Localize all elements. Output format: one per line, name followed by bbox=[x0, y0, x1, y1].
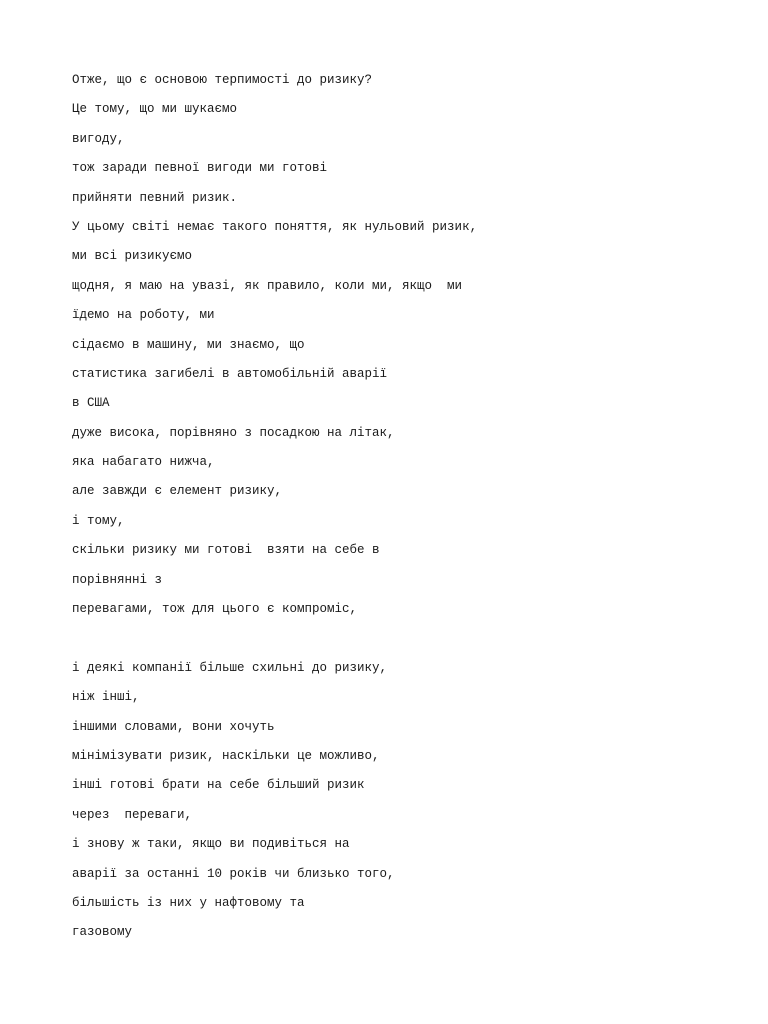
text-line: сідаємо в машину, ми знаємо, що bbox=[72, 337, 305, 352]
text-line: але завжди є елемент ризику, bbox=[72, 484, 283, 499]
text-line: щодня, я маю на увазі, як правило, коли ми, якщо ми bbox=[72, 278, 463, 293]
blank-line bbox=[72, 624, 712, 653]
text-line: Отже, що є основою терпимості до ризику? bbox=[72, 73, 373, 87]
text-line: і знову ж таки, якщо ви подивіться на bbox=[72, 837, 350, 852]
text-line: більшість із них у нафтовому та bbox=[72, 895, 305, 910]
text-line: газовому bbox=[72, 925, 133, 940]
text-line: яка набагато нижча, bbox=[72, 455, 215, 470]
text-line: інші готові брати на себе більший ризик bbox=[72, 778, 365, 793]
text-line: порівнянні з bbox=[72, 572, 163, 587]
text-line: У цьому світі немає такого поняття, як нульовий ризик, bbox=[72, 219, 478, 234]
text-line: аварії за останні 10 років чи близько того, bbox=[72, 866, 395, 881]
text-line: іншими словами, вони хочуть bbox=[72, 719, 275, 734]
text-line: перевагами, тож для цього є компроміс, bbox=[72, 602, 358, 617]
text-line: дуже висока, порівняно з посадкою на літак, bbox=[72, 425, 395, 440]
text-line: мінімізувати ризик, наскільки це можливо, bbox=[72, 748, 380, 763]
text-line: Це тому, що ми шукаємо bbox=[72, 102, 238, 117]
text-line: скільки ризику ми готові взяти на себе в bbox=[72, 543, 380, 558]
text-line: і тому, bbox=[72, 513, 125, 528]
text-line: їдемо на роботу, ми bbox=[72, 308, 215, 323]
text-line: ми всі ризикуємо bbox=[72, 249, 193, 264]
text-line: ніж інші, bbox=[72, 690, 140, 705]
text-line: статистика загибелі в автомобільній аварії bbox=[72, 366, 388, 381]
text-line: через переваги, bbox=[72, 807, 193, 822]
text-line: прийняти певний ризик. bbox=[72, 190, 238, 205]
text-line: вигоду, bbox=[72, 131, 125, 146]
transcript-text bbox=[72, 66, 712, 948]
text-line: в США bbox=[72, 396, 110, 411]
text-line: і деякі компанії більше схильні до ризику, bbox=[72, 660, 388, 675]
text-line: тож заради певної вигоди ми готові bbox=[72, 161, 328, 176]
